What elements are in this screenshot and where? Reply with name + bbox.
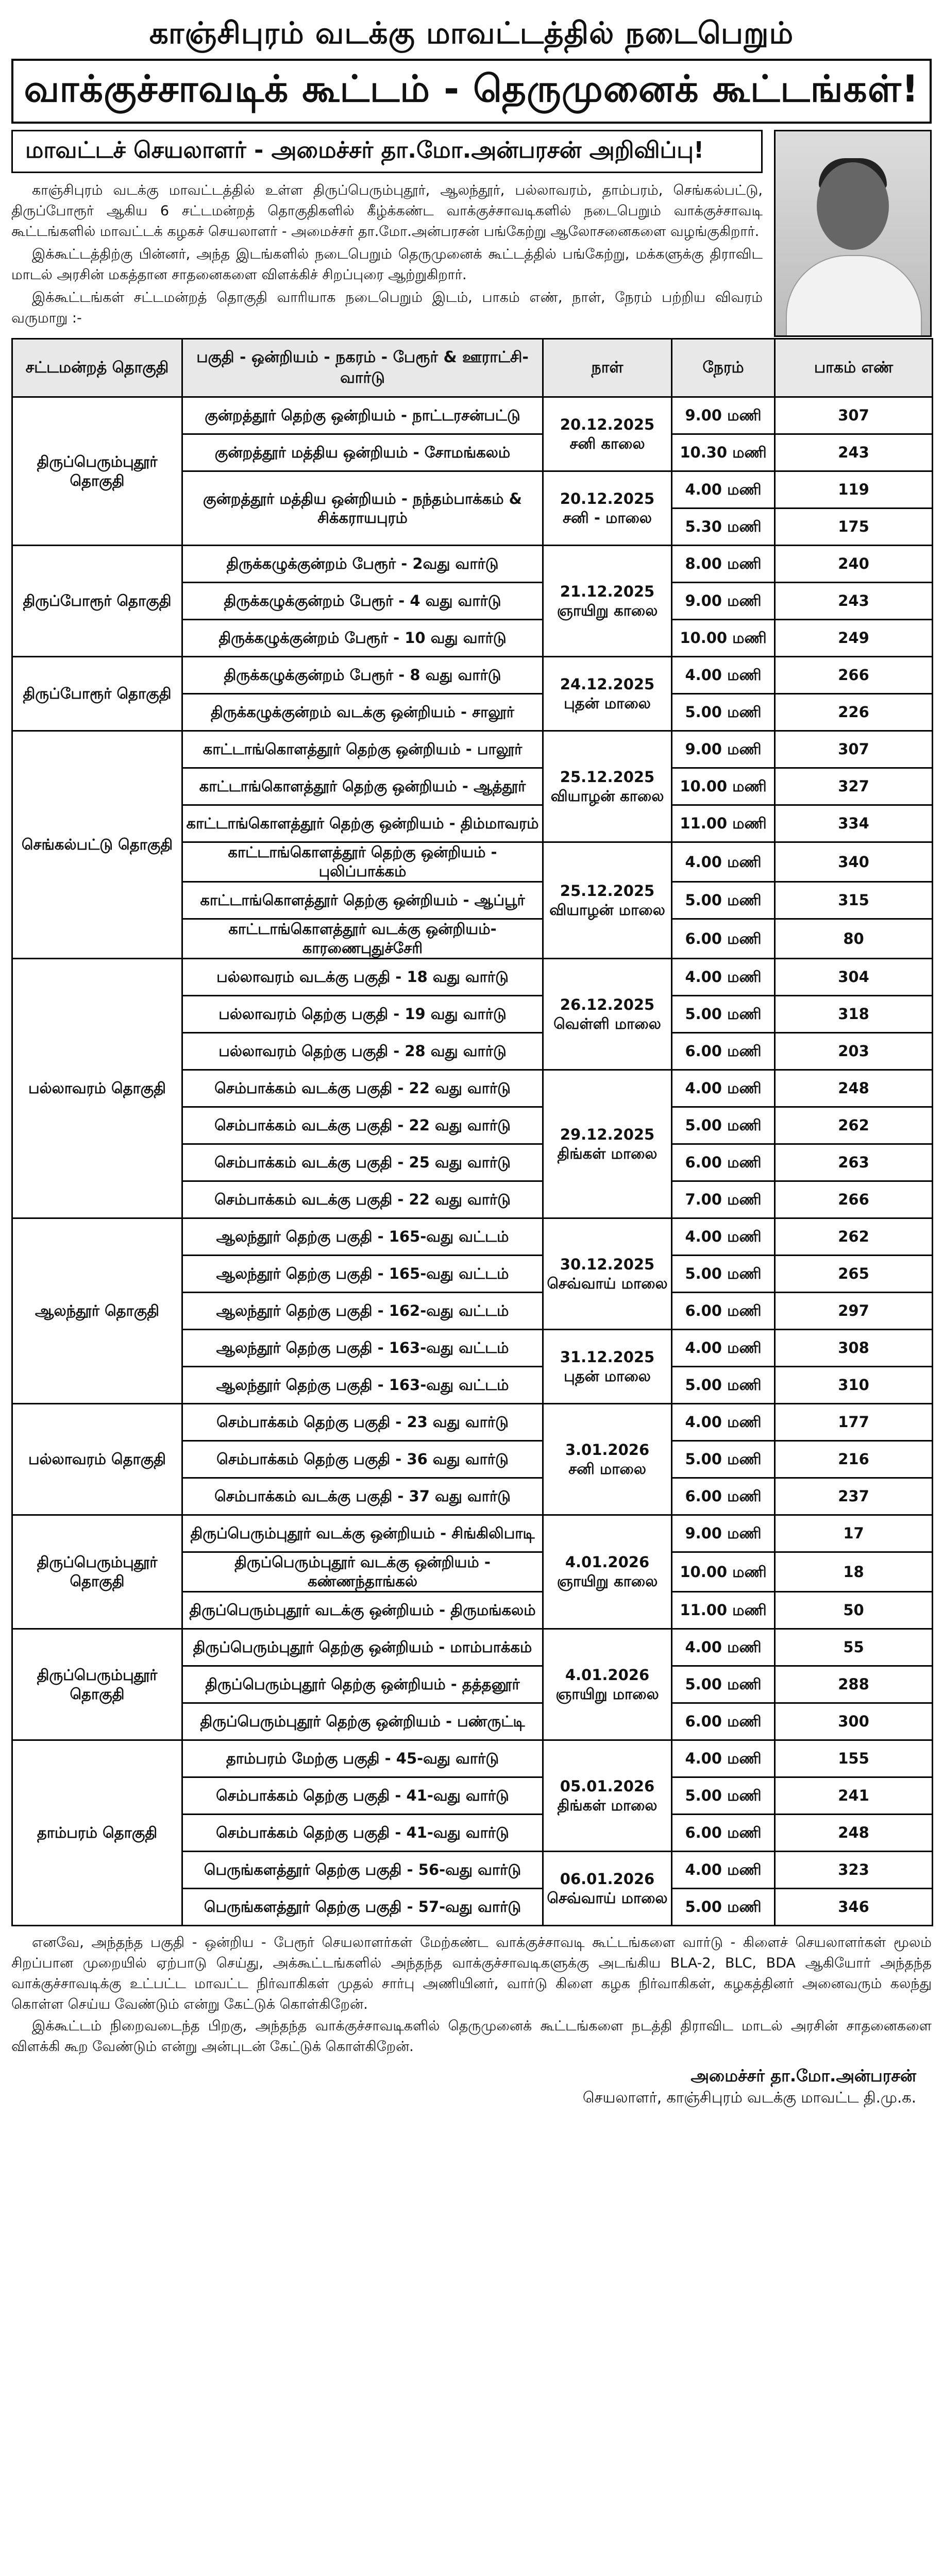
area-cell: குன்றத்தூர் மத்திய ஒன்றியம் - நந்தம்பாக்கம் & சிக்கராயபுரம் xyxy=(182,471,543,546)
signature-block xyxy=(11,2064,932,2108)
schedule-header-row xyxy=(12,339,933,397)
date-value: 29.12.2025 xyxy=(560,1125,655,1143)
constituency-cell: பல்லாவரம் தொகுதி xyxy=(12,959,182,1218)
time-cell: 6.00 மணி xyxy=(672,1703,775,1740)
time-cell: 5.00 மணி xyxy=(672,1256,775,1293)
date-value: 24.12.2025 xyxy=(560,675,655,693)
booth-cell: 243 xyxy=(775,583,933,620)
area-cell: செம்பாக்கம் தெற்கு பகுதி - 41-வது வார்டு xyxy=(182,1815,543,1852)
notice-bar: மாவட்டச் செயலாளர் - அமைச்சர் தா.மோ.அன்பரசன் அறிவிப்பு! xyxy=(11,130,763,173)
day-session: சனி மாலை xyxy=(568,1460,646,1478)
booth-cell: 216 xyxy=(775,1441,933,1478)
area-cell: திருப்பெரும்புதூர் வடக்கு ஒன்றியம் - சிங்கிலிபாடி xyxy=(182,1515,543,1552)
schedule-row xyxy=(12,657,933,694)
time-cell: 8.00 மணி xyxy=(672,546,775,583)
area-cell: ஆலந்தூர் தெற்கு பகுதி - 163-வது வட்டம் xyxy=(182,1330,543,1367)
time-cell: 6.00 மணி xyxy=(672,1293,775,1330)
area-cell: செம்பாக்கம் தெற்கு பகுதி - 41-வது வார்டு xyxy=(182,1777,543,1815)
intro-text xyxy=(11,180,763,329)
area-cell: செம்பாக்கம் வடக்கு பகுதி - 37 வது வார்டு xyxy=(182,1478,543,1515)
time-cell: 9.00 மணி xyxy=(672,583,775,620)
booth-cell: 297 xyxy=(775,1293,933,1330)
time-cell: 4.00 மணி xyxy=(672,1218,775,1256)
time-cell: 5.00 மணி xyxy=(672,1889,775,1926)
area-cell: திருக்கழுக்குன்றம் பேரூர் - 8 வது வார்டு xyxy=(182,657,543,694)
footer-paragraph-1: எனவே, அந்தந்த பகுதி - ஒன்றிய - பேரூர் செயலாளர்கள் மேற்கண்ட வாக்குச்சாவடி கூட்டங்களை வார்டு - கிளைச் செயலாளர்கள் மூலம் சிறப்பான முறையில் ஏற்பாடு செய்து, அக்கூட்டங்களில் அந்தந்த வாக்குச்சாவடிகளுக்கு அடங்கிய BLA-2, BLC, BDA ஆகியோர் அந்தந்த வாக்குச்சாவடிக்கு உட்பட்ட மாவட்ட நிர்வாகிகள் முதல் சார்பு அணியினர், வார்டு கிளை கழக நிர்வாகிகள், கழகத்தினர் அனைவரும் கலந்து கொள்ள செய்ய வேண்டும் என்று கேட்டுக் கொள்கிறேன். xyxy=(11,1935,932,2012)
time-cell: 5.00 மணி xyxy=(672,1107,775,1144)
area-cell: காட்டாங்கொளத்தூர் தெற்கு ஒன்றியம் - திம்மாவரம் xyxy=(182,805,543,842)
area-cell: செம்பாக்கம் தெற்கு பகுதி - 36 வது வார்டு xyxy=(182,1441,543,1478)
booth-cell: 318 xyxy=(775,996,933,1033)
area-cell: செம்பாக்கம் தெற்கு பகுதி - 23 வது வார்டு xyxy=(182,1404,543,1441)
time-cell: 5.00 மணி xyxy=(672,1441,775,1478)
booth-cell: 50 xyxy=(775,1592,933,1629)
day-session: ஞாயிறு காலை xyxy=(557,601,658,619)
booth-cell: 226 xyxy=(775,694,933,731)
area-cell: காட்டாங்கொளத்தூர் தெற்கு ஒன்றியம் - ஆப்பூர் xyxy=(182,882,543,919)
area-cell: காட்டாங்கொளத்தூர் வடக்கு ஒன்றியம்- காரணைபுதுச்சேரி xyxy=(182,919,543,959)
time-cell: 5.00 மணி xyxy=(672,694,775,731)
constituency-cell: திருப்போரூர் தொகுதி xyxy=(12,546,182,657)
time-cell: 5.00 மணி xyxy=(672,882,775,919)
booth-cell: 248 xyxy=(775,1070,933,1107)
time-cell: 10.00 மணி xyxy=(672,768,775,805)
booth-cell: 334 xyxy=(775,805,933,842)
booth-cell: 155 xyxy=(775,1740,933,1777)
area-cell: காட்டாங்கொளத்தூர் தெற்கு ஒன்றியம் - ஆத்தூர் xyxy=(182,768,543,805)
constituency-cell: திருப்பெரும்புதூர் தொகுதி xyxy=(12,1629,182,1740)
date-cell xyxy=(543,842,672,959)
booth-cell: 307 xyxy=(775,397,933,434)
booth-cell: 265 xyxy=(775,1256,933,1293)
date-cell xyxy=(543,1404,672,1515)
intro-section xyxy=(11,130,932,338)
constituency-cell: பல்லாவரம் தொகுதி xyxy=(12,1404,182,1515)
header-constituency: சட்டமன்றத் தொகுதி xyxy=(12,339,182,397)
signature-role: செயலாளர், காஞ்சிபுரம் வடக்கு மாவட்ட தி.மு.க. xyxy=(582,2089,916,2106)
time-cell: 4.00 மணி xyxy=(672,1629,775,1666)
date-value: 30.12.2025 xyxy=(560,1255,655,1273)
date-value: 20.12.2025 xyxy=(560,489,655,507)
time-cell: 9.00 மணி xyxy=(672,397,775,434)
date-cell xyxy=(543,1852,672,1926)
booth-cell: 300 xyxy=(775,1703,933,1740)
schedule-row xyxy=(12,1740,933,1777)
area-cell: பெருங்களத்தூர் தெற்கு பகுதி - 57-வது வார்டு xyxy=(182,1889,543,1926)
schedule-row xyxy=(12,546,933,583)
day-session: புதன் மாலை xyxy=(564,694,651,712)
date-cell xyxy=(543,959,672,1070)
area-cell: திருப்பெரும்புதூர் தெற்கு ஒன்றியம் - தத்தனூர் xyxy=(182,1666,543,1703)
booth-cell: 241 xyxy=(775,1777,933,1815)
date-value: 06.01.2026 xyxy=(560,1870,655,1888)
time-cell: 5.30 மணி xyxy=(672,509,775,546)
time-cell: 6.00 மணி xyxy=(672,1815,775,1852)
time-cell: 4.00 மணி xyxy=(672,1404,775,1441)
area-cell: திருப்பெரும்புதூர் தெற்கு ஒன்றியம் - பண்ருட்டி xyxy=(182,1703,543,1740)
time-cell: 10.30 மணி xyxy=(672,434,775,471)
area-cell: ஆலந்தூர் தெற்கு பகுதி - 162-வது வட்டம் xyxy=(182,1293,543,1330)
intro-paragraph-1: காஞ்சிபுரம் வடக்கு மாவட்டத்தில் உள்ள திருப்பெரும்புதூர், ஆலந்தூர், பல்லாவரம், தாம்பரம், செங்கல்பட்டு, திருப்போரூர் ஆகிய 6 சட்டமன்றத் தொகுதிகளில் கீழ்க்கண்ட வாக்குச்சாவடிகளில் நடைபெறும் வாக்குச்சாவடி கூட்டங்களில் மாவட்டக் கழகச் செயலாளர் - அமைச்சர் தா.மோ.அன்பரசன் பங்கேற்று ஆலோசனைகளை வழங்குகிறார். xyxy=(11,182,763,240)
booth-cell: 262 xyxy=(775,1107,933,1144)
date-value: 4.01.2026 xyxy=(565,1553,650,1571)
time-cell: 6.00 மணி xyxy=(672,1478,775,1515)
area-cell: திருக்கழுக்குன்றம் வடக்கு ஒன்றியம் - சாலூர் xyxy=(182,694,543,731)
area-cell: ஆலந்தூர் தெற்கு பகுதி - 163-வது வட்டம் xyxy=(182,1367,543,1404)
time-cell: 5.00 மணி xyxy=(672,1367,775,1404)
day-session: வெள்ளி மாலை xyxy=(553,1014,661,1032)
booth-cell: 203 xyxy=(775,1033,933,1070)
time-cell: 10.00 மணி xyxy=(672,620,775,657)
time-cell: 9.00 மணி xyxy=(672,731,775,768)
area-cell: ஆலந்தூர் தெற்கு பகுதி - 165-வது வட்டம் xyxy=(182,1218,543,1256)
constituency-cell: செங்கல்பட்டு தொகுதி xyxy=(12,731,182,959)
signature-name: அமைச்சர் தா.மோ.அன்பரசன் xyxy=(691,2066,916,2086)
day-session: ஞாயிறு காலை xyxy=(557,1572,658,1590)
area-cell: திருக்கழுக்குன்றம் பேரூர் - 10 வது வார்டு xyxy=(182,620,543,657)
area-cell: திருப்பெரும்புதூர் தெற்கு ஒன்றியம் - மாம்பாக்கம் xyxy=(182,1629,543,1666)
header-area: பகுதி - ஒன்றியம் - நகரம் - பேரூர் & ஊராட்சி-வார்டு xyxy=(182,339,543,397)
photo-head xyxy=(817,162,889,250)
intro-paragraph-2: இக்கூட்டத்திற்கு பின்னர், அந்த இடங்களில் நடைபெறும் தெருமுனைக் கூட்டத்தில் பங்கேற்று, மக்களுக்கு திராவிட மாடல் அரசின் மகத்தான சாதனைகளை விளக்கிச் சிறப்புரை ஆற்றுகிறார். xyxy=(11,246,763,283)
area-cell: காட்டாங்கொளத்தூர் தெற்கு ஒன்றியம் - புலிப்பாக்கம் xyxy=(182,842,543,882)
time-cell: 4.00 மணி xyxy=(672,471,775,509)
booth-cell: 307 xyxy=(775,731,933,768)
time-cell: 4.00 மணி xyxy=(672,959,775,996)
booth-cell: 237 xyxy=(775,1478,933,1515)
time-cell: 4.00 மணி xyxy=(672,1852,775,1889)
date-cell xyxy=(543,471,672,546)
area-cell: செம்பாக்கம் வடக்கு பகுதி - 25 வது வார்டு xyxy=(182,1144,543,1181)
date-cell xyxy=(543,1740,672,1852)
booth-cell: 340 xyxy=(775,842,933,882)
time-cell: 5.00 மணி xyxy=(672,996,775,1033)
secretary-photo xyxy=(774,130,932,337)
constituency-cell: திருப்பெரும்புதூர் தொகுதி xyxy=(12,1515,182,1629)
booth-cell: 248 xyxy=(775,1815,933,1852)
booth-cell: 310 xyxy=(775,1367,933,1404)
day-session: சனி - மாலை xyxy=(563,509,652,527)
date-value: 25.12.2025 xyxy=(560,882,655,900)
date-cell xyxy=(543,1218,672,1330)
date-value: 25.12.2025 xyxy=(560,768,655,786)
area-cell: திருப்பெரும்புதூர் வடக்கு ஒன்றியம் - கண்ணந்தாங்கல் xyxy=(182,1552,543,1592)
schedule-row xyxy=(12,1218,933,1256)
booth-cell: 177 xyxy=(775,1404,933,1441)
area-cell: செம்பாக்கம் வடக்கு பகுதி - 22 வது வார்டு xyxy=(182,1070,543,1107)
day-session: ஞாயிறு மாலை xyxy=(555,1685,659,1703)
time-cell: 11.00 மணி xyxy=(672,805,775,842)
schedule-row xyxy=(12,1404,933,1441)
booth-cell: 346 xyxy=(775,1889,933,1926)
date-cell xyxy=(543,546,672,657)
booth-cell: 80 xyxy=(775,919,933,959)
banner-box xyxy=(11,59,932,124)
constituency-cell: தாம்பரம் தொகுதி xyxy=(12,1740,182,1926)
date-cell xyxy=(543,1330,672,1404)
time-cell: 4.00 மணி xyxy=(672,657,775,694)
booth-cell: 55 xyxy=(775,1629,933,1666)
schedule-body xyxy=(12,397,933,1926)
photo-body xyxy=(786,255,922,337)
area-cell: பல்லாவரம் தெற்கு பகுதி - 19 வது வார்டு xyxy=(182,996,543,1033)
time-cell: 4.00 மணி xyxy=(672,1330,775,1367)
booth-cell: 119 xyxy=(775,471,933,509)
area-cell: குன்றத்தூர் தெற்கு ஒன்றியம் - நாட்டரசன்பட்டு xyxy=(182,397,543,434)
date-value: 05.01.2026 xyxy=(560,1777,655,1795)
area-cell: பல்லாவரம் தெற்கு பகுதி - 28 வது வார்டு xyxy=(182,1033,543,1070)
booth-cell: 266 xyxy=(775,657,933,694)
constituency-cell: திருப்போரூர் தொகுதி xyxy=(12,657,182,731)
area-cell: செம்பாக்கம் வடக்கு பகுதி - 22 வது வார்டு xyxy=(182,1181,543,1218)
area-cell: காட்டாங்கொளத்தூர் தெற்கு ஒன்றியம் - பாலூர் xyxy=(182,731,543,768)
day-session: புதன் மாலை xyxy=(564,1367,651,1385)
booth-cell: 249 xyxy=(775,620,933,657)
top-title: காஞ்சிபுரம் வடக்கு மாவட்டத்தில் நடைபெறும் xyxy=(149,15,794,50)
booth-cell: 315 xyxy=(775,882,933,919)
area-cell: திருக்கழுக்குன்றம் பேரூர் - 2வது வார்டு xyxy=(182,546,543,583)
intro-paragraph-3: இக்கூட்டங்கள் சட்டமன்றத் தொகுதி வாரியாக நடைபெறும் இடம், பாகம் எண், நாள், நேரம் பற்றிய விவரம் வருமாறு :- xyxy=(11,290,763,326)
booth-cell: 288 xyxy=(775,1666,933,1703)
area-cell: செம்பாக்கம் வடக்கு பகுதி - 22 வது வார்டு xyxy=(182,1107,543,1144)
time-cell: 5.00 மணி xyxy=(672,1666,775,1703)
date-cell xyxy=(543,1515,672,1629)
booth-cell: 266 xyxy=(775,1181,933,1218)
day-session: வியாழன் காலை xyxy=(550,787,664,805)
footer-paragraph-2: இக்கூட்டம் நிறைவடைந்த பிறகு, அந்தந்த வாக்குச்சாவடிகளில் தெருமுனைக் கூட்டங்களை நடத்தி திராவிட மாடல் அரசின் சாதனைகளை விளக்கி கூற வேண்டும் என்று அன்புடன் கேட்டுக் கொள்கிறேன். xyxy=(11,2018,932,2055)
day-session: வியாழன் மாலை xyxy=(549,901,665,919)
date-cell xyxy=(543,1629,672,1740)
schedule-table xyxy=(11,338,933,1926)
area-cell: திருப்பெரும்புதூர் வடக்கு ஒன்றியம் - திருமங்கலம் xyxy=(182,1592,543,1629)
booth-cell: 175 xyxy=(775,509,933,546)
time-cell: 9.00 மணி xyxy=(672,1515,775,1552)
time-cell: 6.00 மணி xyxy=(672,1033,775,1070)
booth-cell: 262 xyxy=(775,1218,933,1256)
schedule-row xyxy=(12,1629,933,1666)
header-date: நாள் xyxy=(543,339,672,397)
time-cell: 10.00 மணி xyxy=(672,1552,775,1592)
date-value: 31.12.2025 xyxy=(560,1348,655,1366)
banner-title: வாக்குச்சாவடிக் கூட்டம் - தெருமுனைக் கூட்டங்கள்! xyxy=(24,67,919,110)
booth-cell: 17 xyxy=(775,1515,933,1552)
time-cell: 6.00 மணி xyxy=(672,1144,775,1181)
booth-cell: 323 xyxy=(775,1852,933,1889)
header-booth: பாகம் எண் xyxy=(775,339,933,397)
time-cell: 11.00 மணி xyxy=(672,1592,775,1629)
booth-cell: 243 xyxy=(775,434,933,471)
area-cell: திருக்கழுக்குன்றம் பேரூர் - 4 வது வார்டு xyxy=(182,583,543,620)
schedule-row xyxy=(12,397,933,434)
intro-left xyxy=(11,130,763,338)
area-cell: பல்லாவரம் வடக்கு பகுதி - 18 வது வார்டு xyxy=(182,959,543,996)
booth-cell: 327 xyxy=(775,768,933,805)
time-cell: 5.00 மணி xyxy=(672,1777,775,1815)
booth-cell: 263 xyxy=(775,1144,933,1181)
booth-cell: 308 xyxy=(775,1330,933,1367)
booth-cell: 304 xyxy=(775,959,933,996)
date-cell xyxy=(543,1070,672,1218)
booth-cell: 18 xyxy=(775,1552,933,1592)
date-value: 20.12.2025 xyxy=(560,415,655,433)
schedule-row xyxy=(12,959,933,996)
day-session: செவ்வாய் மாலை xyxy=(547,1889,668,1907)
date-cell xyxy=(543,731,672,842)
constituency-cell: திருப்பெரும்புதூர் தொகுதி xyxy=(12,397,182,546)
day-session: செவ்வாய் மாலை xyxy=(547,1274,668,1292)
time-cell: 4.00 மணி xyxy=(672,1070,775,1107)
footer-text xyxy=(11,1933,932,2057)
area-cell: பெருங்களத்தூர் தெற்கு பகுதி - 56-வது வார்டு xyxy=(182,1852,543,1889)
booth-cell: 240 xyxy=(775,546,933,583)
date-value: 4.01.2026 xyxy=(565,1666,650,1684)
schedule-row xyxy=(12,731,933,768)
time-cell: 6.00 மணி xyxy=(672,919,775,959)
day-session: திங்கள் மாலை xyxy=(557,1796,658,1814)
area-cell: தாம்பரம் மேற்கு பகுதி - 45-வது வார்டு xyxy=(182,1740,543,1777)
area-cell: குன்றத்தூர் மத்திய ஒன்றியம் - சோமங்கலம் xyxy=(182,434,543,471)
constituency-cell: ஆலந்தூர் தொகுதி xyxy=(12,1218,182,1404)
header-time: நேரம் xyxy=(672,339,775,397)
date-value: 21.12.2025 xyxy=(560,582,655,600)
time-cell: 7.00 மணி xyxy=(672,1181,775,1218)
date-value: 26.12.2025 xyxy=(560,995,655,1013)
time-cell: 4.00 மணி xyxy=(672,842,775,882)
schedule-row xyxy=(12,1515,933,1552)
date-value: 3.01.2026 xyxy=(565,1440,650,1459)
date-cell xyxy=(543,657,672,731)
area-cell: ஆலந்தூர் தெற்கு பகுதி - 165-வது வட்டம் xyxy=(182,1256,543,1293)
date-cell xyxy=(543,397,672,471)
day-session: திங்கள் மாலை xyxy=(557,1144,658,1162)
day-session: சனி காலை xyxy=(569,434,645,452)
time-cell: 4.00 மணி xyxy=(672,1740,775,1777)
